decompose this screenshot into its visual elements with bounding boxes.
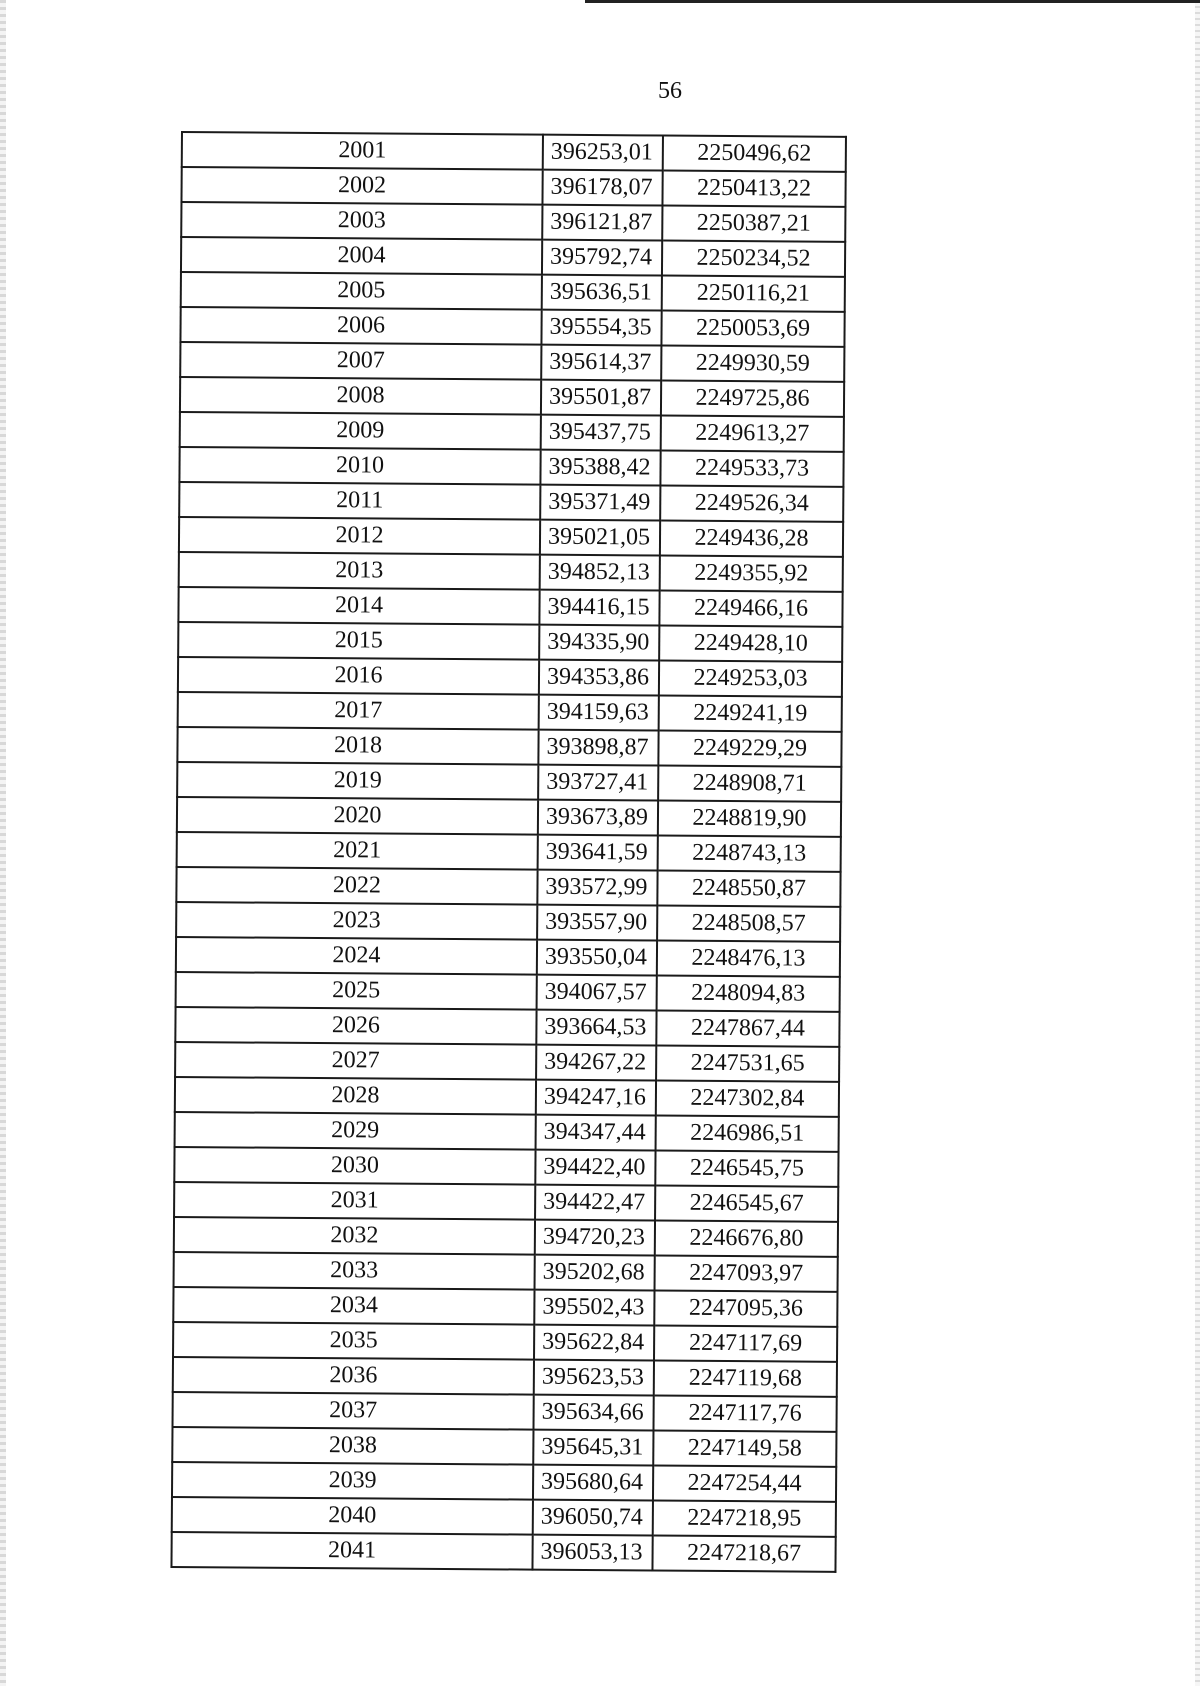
point-number-cell: 2004 — [181, 237, 542, 275]
x-coordinate-cell: 394159,63 — [539, 695, 659, 731]
x-coordinate-cell: 396050,74 — [533, 1500, 653, 1536]
point-number-cell: 2034 — [173, 1287, 534, 1325]
table-row — [178, 657, 842, 697]
table-row — [176, 867, 840, 907]
point-number-cell: 2032 — [174, 1217, 535, 1255]
point-number-cell: 2016 — [178, 657, 539, 695]
table-row — [177, 762, 841, 802]
y-coordinate-cell: 2247218,95 — [653, 1500, 836, 1536]
table-row — [174, 1182, 838, 1222]
table-row — [179, 482, 843, 522]
table-row — [181, 202, 845, 242]
point-number-cell: 2013 — [179, 552, 540, 590]
table-row — [175, 1042, 839, 1082]
table-row — [176, 902, 840, 942]
x-coordinate-cell: 395622,84 — [534, 1325, 654, 1361]
point-number-cell: 2011 — [179, 482, 540, 520]
point-number-cell: 2006 — [180, 307, 541, 345]
y-coordinate-cell: 2250496,62 — [663, 136, 846, 172]
table-row — [181, 237, 845, 277]
y-coordinate-cell: 2249229,29 — [658, 731, 841, 767]
point-number-cell: 2015 — [178, 622, 539, 660]
point-number-cell: 2007 — [180, 342, 541, 380]
y-coordinate-cell: 2249526,34 — [660, 486, 843, 522]
point-number-cell: 2019 — [177, 762, 538, 800]
y-coordinate-cell: 2250234,52 — [662, 241, 845, 277]
point-number-cell: 2041 — [171, 1532, 532, 1570]
point-number-cell: 2030 — [174, 1147, 535, 1185]
table-row — [178, 587, 842, 627]
x-coordinate-cell: 395636,51 — [542, 275, 662, 311]
x-coordinate-cell: 396253,01 — [543, 135, 663, 171]
x-coordinate-cell: 394067,57 — [537, 975, 657, 1011]
point-number-cell: 2010 — [179, 447, 540, 485]
point-number-cell: 2018 — [177, 727, 538, 765]
y-coordinate-cell: 2249428,10 — [659, 626, 842, 662]
y-coordinate-cell: 2247867,44 — [656, 1011, 839, 1047]
y-coordinate-cell: 2249253,03 — [659, 661, 842, 697]
x-coordinate-cell: 394335,90 — [539, 625, 659, 661]
point-number-cell: 2026 — [175, 1007, 536, 1045]
x-coordinate-cell: 395614,37 — [541, 345, 661, 381]
y-coordinate-cell: 2249533,73 — [660, 451, 843, 487]
y-coordinate-cell: 2250387,21 — [662, 206, 845, 242]
table-row — [180, 377, 844, 417]
y-coordinate-cell: 2246545,67 — [655, 1186, 838, 1222]
table-row — [173, 1322, 837, 1362]
point-number-cell: 2027 — [175, 1042, 536, 1080]
point-number-cell: 2008 — [180, 377, 541, 415]
table-row — [178, 692, 842, 732]
coordinates-table — [170, 131, 847, 1573]
x-coordinate-cell: 394720,23 — [535, 1220, 655, 1256]
x-coordinate-cell: 395792,74 — [542, 240, 662, 276]
point-number-cell: 2009 — [180, 412, 541, 450]
y-coordinate-cell: 2247149,58 — [653, 1430, 836, 1466]
x-coordinate-cell: 393727,41 — [538, 765, 658, 801]
point-number-cell: 2036 — [173, 1357, 534, 1395]
scan-right-edge — [1195, 0, 1200, 1686]
y-coordinate-cell: 2247302,84 — [656, 1081, 839, 1117]
scan-left-edge — [0, 0, 6, 1686]
table-row — [174, 1252, 838, 1292]
x-coordinate-cell: 395501,87 — [541, 380, 661, 416]
table-row — [172, 1497, 836, 1537]
y-coordinate-cell: 2249466,16 — [659, 591, 842, 627]
table-row — [181, 272, 845, 312]
table-row — [172, 1462, 836, 1502]
y-coordinate-cell: 2250413,22 — [662, 171, 845, 207]
y-coordinate-cell: 2249355,92 — [660, 556, 843, 592]
x-coordinate-cell: 395437,75 — [541, 415, 661, 451]
point-number-cell: 2014 — [178, 587, 539, 625]
x-coordinate-cell: 393572,99 — [537, 870, 657, 906]
table-row — [173, 1357, 837, 1397]
y-coordinate-cell: 2247093,97 — [655, 1256, 838, 1292]
x-coordinate-cell: 395680,64 — [533, 1465, 653, 1501]
point-number-cell: 2037 — [172, 1392, 533, 1430]
y-coordinate-cell: 2248550,87 — [657, 871, 840, 907]
y-coordinate-cell: 2249725,86 — [661, 381, 844, 417]
x-coordinate-cell: 394422,47 — [535, 1185, 655, 1221]
x-coordinate-cell: 394353,86 — [539, 660, 659, 696]
table-row — [178, 622, 842, 662]
top-border-line — [585, 0, 1200, 3]
y-coordinate-cell: 2247254,44 — [653, 1465, 836, 1501]
point-number-cell: 2038 — [172, 1427, 533, 1465]
y-coordinate-cell: 2247218,67 — [652, 1535, 835, 1571]
point-number-cell: 2029 — [175, 1112, 536, 1150]
table-row — [177, 832, 841, 872]
y-coordinate-cell: 2248508,57 — [657, 906, 840, 942]
point-number-cell: 2001 — [182, 132, 543, 170]
x-coordinate-cell: 393898,87 — [538, 730, 658, 766]
x-coordinate-cell: 394347,44 — [536, 1115, 656, 1151]
table-row — [179, 447, 843, 487]
x-coordinate-cell: 394852,13 — [540, 555, 660, 591]
table-row — [171, 1532, 835, 1572]
point-number-cell: 2023 — [176, 902, 537, 940]
table-row — [180, 342, 844, 382]
coordinates-table-body — [171, 132, 846, 1572]
point-number-cell: 2035 — [173, 1322, 534, 1360]
table-row — [175, 1007, 839, 1047]
point-number-cell: 2012 — [179, 517, 540, 555]
y-coordinate-cell: 2250053,69 — [661, 311, 844, 347]
y-coordinate-cell: 2248094,83 — [657, 976, 840, 1012]
y-coordinate-cell: 2246986,51 — [656, 1116, 839, 1152]
y-coordinate-cell: 2247117,69 — [654, 1326, 837, 1362]
x-coordinate-cell: 393641,59 — [538, 835, 658, 871]
point-number-cell: 2028 — [175, 1077, 536, 1115]
y-coordinate-cell: 2246545,75 — [655, 1151, 838, 1187]
table-row — [172, 1427, 836, 1467]
y-coordinate-cell: 2247119,68 — [654, 1361, 837, 1397]
table-row — [172, 1392, 836, 1432]
x-coordinate-cell: 395645,31 — [533, 1430, 653, 1466]
point-number-cell: 2022 — [176, 867, 537, 905]
x-coordinate-cell: 395202,68 — [535, 1255, 655, 1291]
point-number-cell: 2005 — [181, 272, 542, 310]
point-number-cell: 2040 — [172, 1497, 533, 1535]
page-number: 56 — [658, 78, 682, 104]
point-number-cell: 2003 — [181, 202, 542, 240]
table-row — [177, 797, 841, 837]
x-coordinate-cell: 393673,89 — [538, 800, 658, 836]
y-coordinate-cell: 2248908,71 — [658, 766, 841, 802]
point-number-cell: 2031 — [174, 1182, 535, 1220]
x-coordinate-cell: 396053,13 — [532, 1535, 652, 1571]
x-coordinate-cell: 396121,87 — [542, 205, 662, 241]
point-number-cell: 2017 — [178, 692, 539, 730]
y-coordinate-cell: 2250116,21 — [662, 276, 845, 312]
table-row — [176, 972, 840, 1012]
table-row — [174, 1217, 838, 1257]
y-coordinate-cell: 2249436,28 — [660, 521, 843, 557]
point-number-cell: 2024 — [176, 937, 537, 975]
table-row — [180, 412, 844, 452]
table-row — [175, 1077, 839, 1117]
x-coordinate-cell: 396178,07 — [542, 170, 662, 206]
point-number-cell: 2033 — [174, 1252, 535, 1290]
point-number-cell: 2039 — [172, 1462, 533, 1500]
x-coordinate-cell: 395021,05 — [540, 520, 660, 556]
x-coordinate-cell: 394247,16 — [536, 1080, 656, 1116]
table-row — [177, 727, 841, 767]
table-row — [173, 1287, 837, 1327]
y-coordinate-cell: 2247531,65 — [656, 1046, 839, 1082]
x-coordinate-cell: 395634,66 — [533, 1395, 653, 1431]
x-coordinate-cell: 395623,53 — [534, 1360, 654, 1396]
y-coordinate-cell: 2248476,13 — [657, 941, 840, 977]
x-coordinate-cell: 393664,53 — [536, 1010, 656, 1046]
x-coordinate-cell: 394416,15 — [539, 590, 659, 626]
y-coordinate-cell: 2248819,90 — [658, 801, 841, 837]
table-row — [176, 937, 840, 977]
x-coordinate-cell: 395388,42 — [540, 450, 660, 486]
point-number-cell: 2025 — [176, 972, 537, 1010]
table-row — [180, 307, 844, 347]
x-coordinate-cell: 394422,40 — [535, 1150, 655, 1186]
x-coordinate-cell: 395371,49 — [540, 485, 660, 521]
point-number-cell: 2020 — [177, 797, 538, 835]
x-coordinate-cell: 394267,22 — [536, 1045, 656, 1081]
y-coordinate-cell: 2248743,13 — [658, 836, 841, 872]
table-row — [181, 167, 845, 207]
y-coordinate-cell: 2249930,59 — [661, 346, 844, 382]
table-row — [179, 552, 843, 592]
table-row — [175, 1112, 839, 1152]
x-coordinate-cell: 393550,04 — [537, 940, 657, 976]
y-coordinate-cell: 2247095,36 — [654, 1291, 837, 1327]
y-coordinate-cell: 2247117,76 — [653, 1395, 836, 1431]
x-coordinate-cell: 393557,90 — [537, 905, 657, 941]
y-coordinate-cell: 2249241,19 — [659, 696, 842, 732]
point-number-cell: 2021 — [177, 832, 538, 870]
x-coordinate-cell: 395554,35 — [541, 310, 661, 346]
point-number-cell: 2002 — [181, 167, 542, 205]
y-coordinate-cell: 2249613,27 — [661, 416, 844, 452]
x-coordinate-cell: 395502,43 — [534, 1290, 654, 1326]
table-row — [174, 1147, 838, 1187]
table-row — [179, 517, 843, 557]
table-row — [182, 132, 846, 172]
y-coordinate-cell: 2246676,80 — [655, 1221, 838, 1257]
